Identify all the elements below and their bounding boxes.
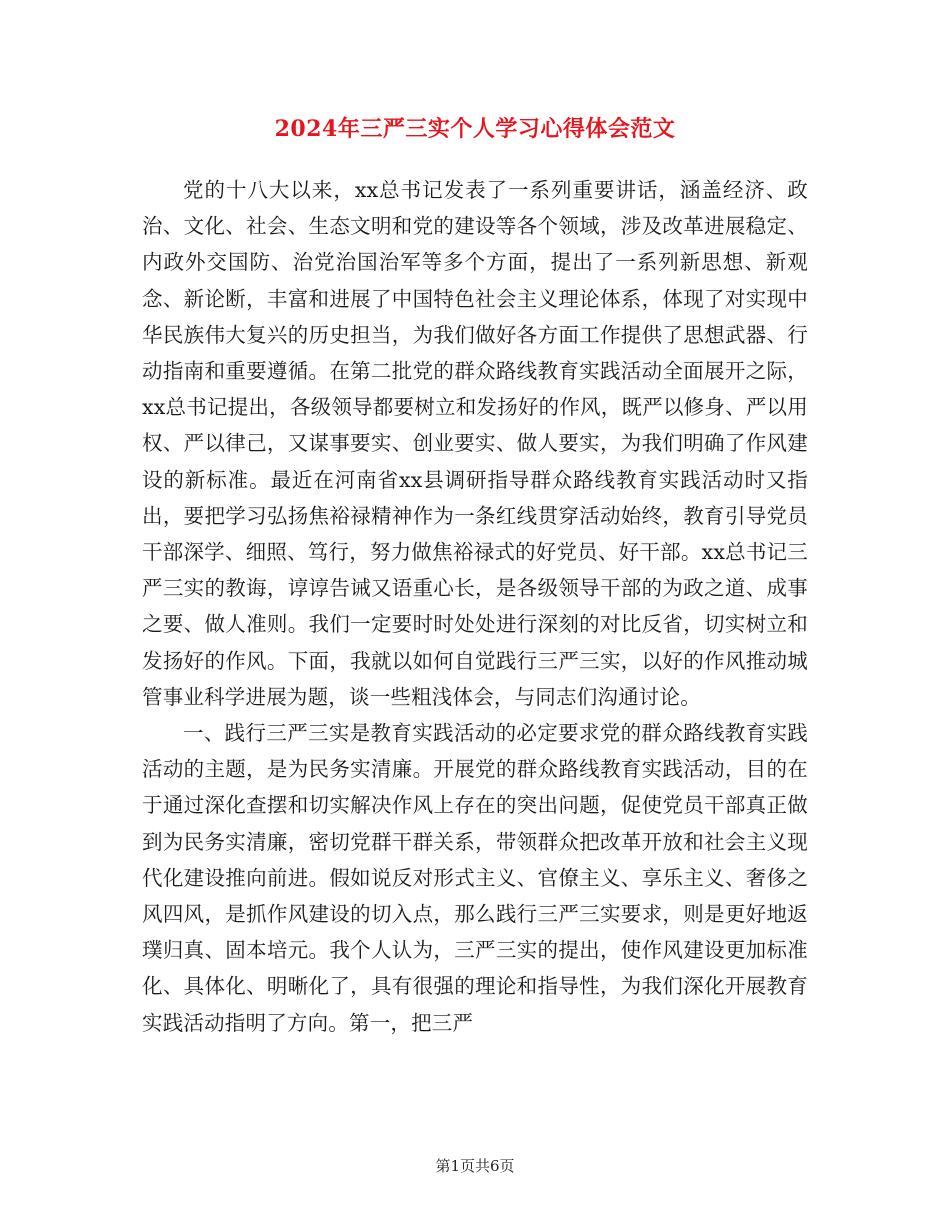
paragraph-2: 一、践行三严三实是教育实践活动的必定要求党的群众路线教育实践活动的主题，是为民务实清廉。开展党的群众路线教育实践活动，目的在于通过深化查摆和切实解决作风上存在的突出问题，促使党员干部真正做到为民务实清廉，密切党群干群关系，带领群众把改革开放和社会主义现代化建设推向前进。假如说反对形式主义、官僚主义、享乐主义、奢侈之风四风，是抓作风建设的切入点，那么践行三严三实要求，则是更好地返璞归真、固本培元。我个人认为，三严三实的提出，使作风建设更加标准化、具体化、明晰化了，具有很强的理论和指导性，为我们深化开展教育实践活动指明了方向。第一，把三严 xyxy=(142,721,808,1035)
document-title: 2024年三严三实个人学习心得体会范文 xyxy=(274,116,676,142)
paragraph-1: 党的十八大以来，xx总书记发表了一系列重要讲话，涵盖经济、政治、文化、社会、生态文明和党的建设等各个领域，涉及改革进展稳定、内政外交国防、治党治国治军等多个方面，提出了一系列新思想、新观念、新论断，丰富和进展了中国特色社会主义理论体系，体现了对实现中华民族伟大复兴的历史担当，为我们做好各方面工作提供了思想武器、行动指南和重要遵循。在第二批党的群众路线教育实践活动全面展开之际，xx总书记提出，各级领导都要树立和发扬好的作风，既严以修身、严以用权、严以律己，又谋事要实、创业要实、做人要实，为我们明确了作风建设的新标准。最近在河南省xx县调研指导群众路线教育实践活动时又指出，要把学习弘扬焦裕禄精神作为一条红线贯穿活动始终，教育引导党员干部深学、细照、笃行，努力做焦裕禄式的好党员、好干部。xx总书记三严三实的教诲，谆谆告诫又语重心长，是各级领导干部的为政之道、成事之要、做人准则。我们一定要时时处处进行深刻的对比反省，切实树立和发扬好的作风。下面，我就以如何自觉践行三严三实，以好的作风推动城管事业科学进展为题，谈一些粗浅体会，与同志们沟通讨论。 xyxy=(142,178,808,709)
document-body xyxy=(142,172,808,1041)
page-footer: 第1页共6页 xyxy=(435,1157,515,1175)
